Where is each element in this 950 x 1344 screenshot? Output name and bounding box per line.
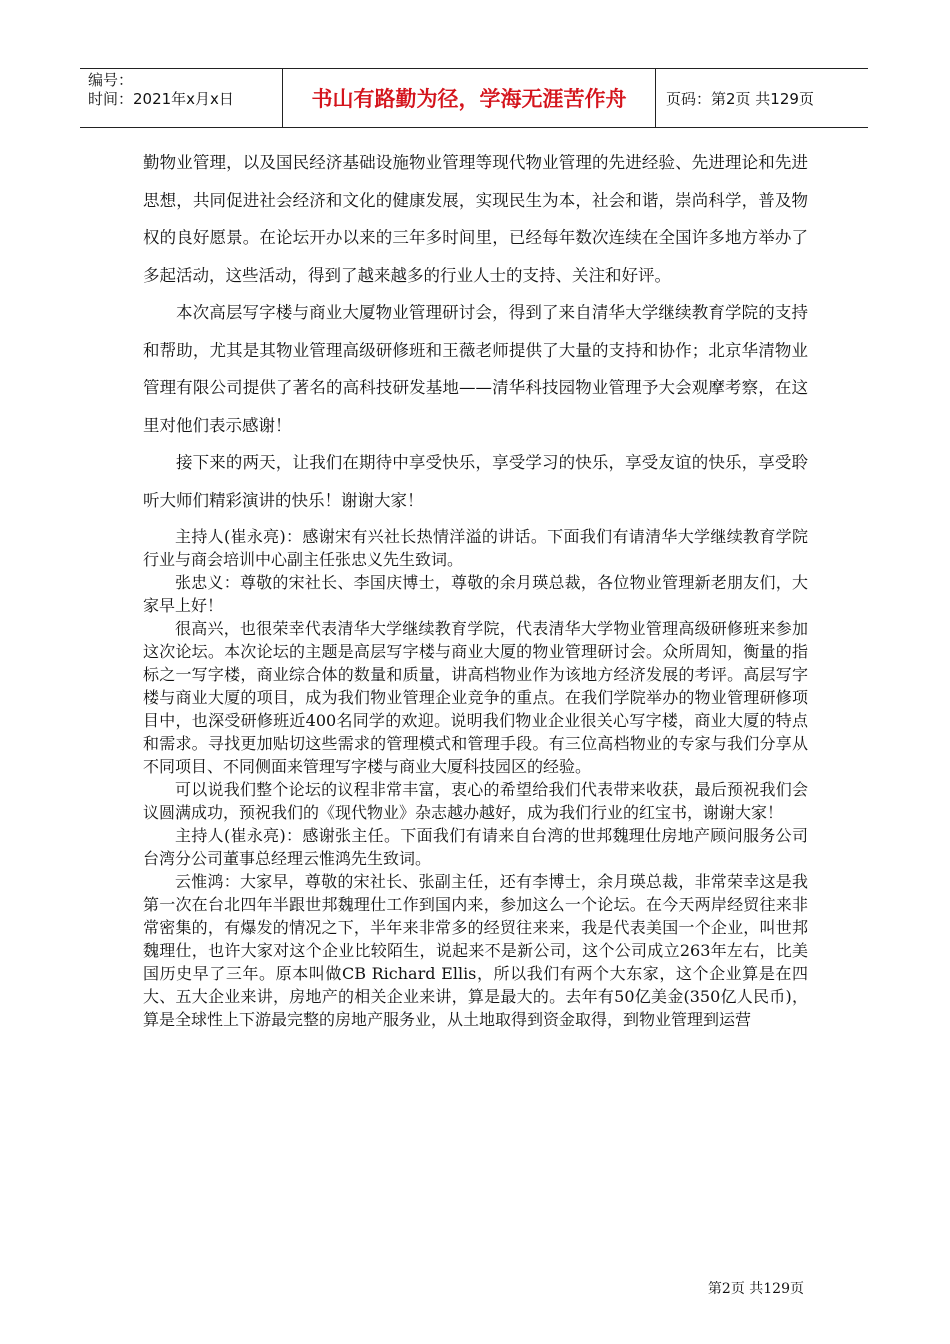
paragraph: 很高兴，也很荣幸代表清华大学继续教育学院，代表清华大学物业管理高级研修班来参加这次论坛。本次论坛的主题是高层写字楼与商业大厦的物业管理研讨会。众所周知，衡量的指标之一写字楼，商业综合体的数量和质量，讲高档物业作为该地方经济发展的考评。高层写字楼与商业大厦的项目，成为我们物业管理企业竞争的重点。在我们学院举办的物业管理研修项目中，也深受研修班近400名同学的欢迎。说明我们物业企业很关心写字楼，商业大厦的特点和需求。寻找更加贴切这些需求的管理模式和管理手段。有三位高档物业的专家与我们分享从不同项目、不同侧面来管理写字楼与商业大厦科技园区的经验。 xyxy=(143,619,808,776)
header-motto: 书山有路勤为径，学海无涯苦作舟 xyxy=(282,69,656,127)
paragraph: 主持人(崔永亮)：感谢张主任。下面我们有请来自台湾的世邦魏理仕房地产顾问服务公司台湾分公司董事总经理云惟鸿先生致词。 xyxy=(143,826,808,868)
document-number-label: 编号： xyxy=(88,71,134,89)
header-meta xyxy=(80,69,282,127)
paragraph: 可以说我们整个论坛的议程非常丰富，衷心的希望给我们代表带来收获，最后预祝我们会议圆满成功，预祝我们的《现代物业》杂志越办越好，成为我们行业的红宝书，谢谢大家！ xyxy=(143,780,808,822)
paragraph: 勤物业管理，以及国民经济基础设施物业管理等现代物业管理的先进经验、先进理论和先进思想，共同促进社会经济和文化的健康发展，实现民生为本，社会和谐，崇尚科学，普及物权的良好愿景。在论坛开办以来的三年多时间里，已经每年数次连续在全国许多地方举办了多起活动，这些活动，得到了越来越多的行业人士的支持、关注和好评。 xyxy=(143,153,808,285)
document-body xyxy=(143,144,808,1031)
paragraph: 接下来的两天，让我们在期待中享受快乐，享受学习的快乐，享受友谊的快乐，享受聆听大师们精彩演讲的快乐！谢谢大家！ xyxy=(143,453,808,510)
page-header xyxy=(80,68,868,128)
document-time-label: 时间：2021年x月x日 xyxy=(88,90,234,108)
paragraph: 本次高层写字楼与商业大厦物业管理研讨会，得到了来自清华大学继续教育学院的支持和帮助，尤其是其物业管理高级研修班和王薇老师提供了大量的支持和协作；北京华清物业管理有限公司提供了著名的高科技研发基地——清华科技园物业管理予大会观摩考察，在这里对他们表示感谢！ xyxy=(143,303,808,435)
paragraph: 云惟鸿：大家早，尊敬的宋社长、张副主任，还有李博士，余月瑛总裁，非常荣幸这是我第一次在台北四年半跟世邦魏理仕工作到国内来，参加这么一个论坛。在今天两岸经贸往来非常密集的，有爆发的情况之下，半年来非常多的经贸往来来，我是代表美国一个企业，叫世邦魏理仕，也许大家对这个企业比较陌生，说起来不是新公司，这个公司成立263年左右，比美国历史早了三年。原本叫做CB Richard Ellis，所以我们有两个大东家，这个企业算是在四大、五大企业来讲，房地产的相关企业来讲，算是最大的。去年有50亿美金(350亿人民币)，算是全球性上下游最完整的房地产服务业，从土地取得到资金取得，到物业管理到运营 xyxy=(143,872,808,1029)
page-footer: 第2页 共129页 xyxy=(707,1281,804,1297)
paragraph: 张忠义：尊敬的宋社长、李国庆博士，尊敬的余月瑛总裁，各位物业管理新老朋友们，大家早上好！ xyxy=(143,573,808,615)
header-page-info: 页码：第2页 共129页 xyxy=(666,89,814,108)
paragraph: 主持人(崔永亮)：感谢宋有兴社长热情洋溢的讲话。下面我们有请清华大学继续教育学院行业与商会培训中心副主任张忠义先生致词。 xyxy=(143,527,808,569)
